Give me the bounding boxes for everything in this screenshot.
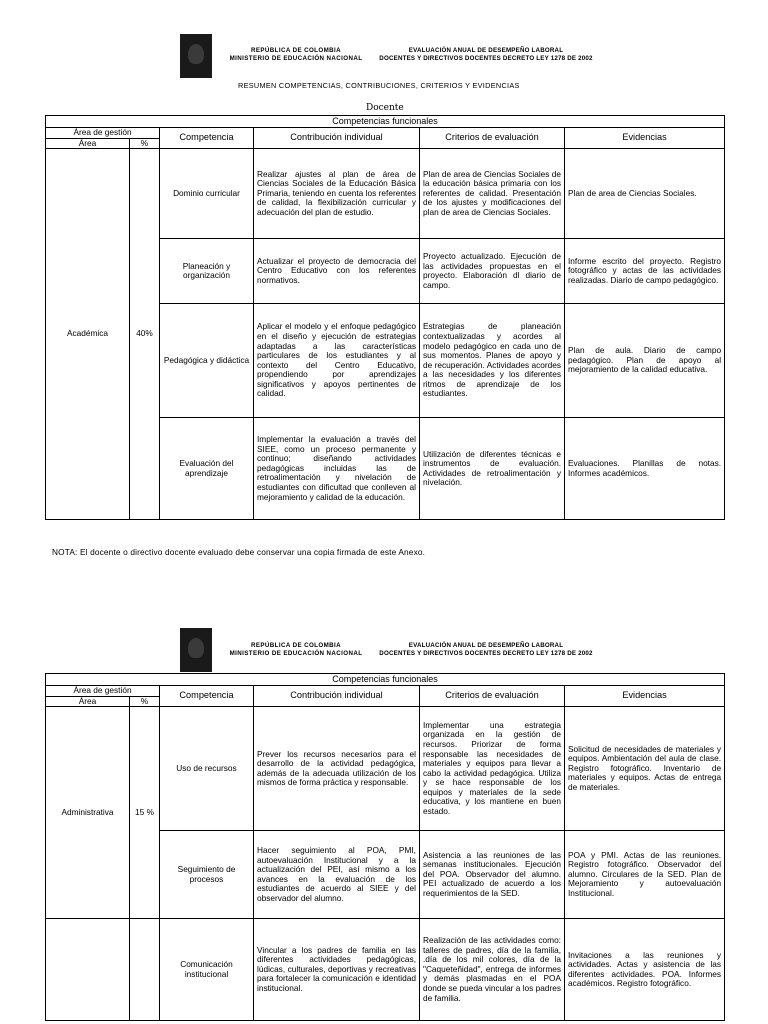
competencia-cell: Evaluación del aprendizaje: [160, 418, 254, 520]
pct-cell: 15 %: [130, 707, 160, 919]
area-cell: [46, 919, 130, 1021]
area-cell: Académica: [46, 149, 130, 520]
competencia-cell: Uso de recursos: [160, 707, 254, 831]
area-header: Área: [46, 138, 130, 149]
competencia-cell: Planeación y organización: [160, 239, 254, 304]
competencia-header: Competencia: [160, 686, 254, 707]
role-label: Docente: [366, 103, 404, 113]
pct-header: %: [130, 696, 160, 707]
contribucion-cell: Realizar ajustes al plan de área de Ciencias Sociales de la Educación Básica Primaria, teniendo en cuenta los referentes de calidad, la flexibilización curricular y adecuación del plan de estudio.: [254, 149, 420, 239]
evidencias-header: Evidencias: [565, 686, 725, 707]
contribucion-header: Contribución individual: [254, 686, 420, 707]
decree-line: DOCENTES Y DIRECTIVOS DOCENTES DECRETO LEY 1278 DE 2002: [379, 650, 593, 657]
competencies-table-page2: [45, 673, 725, 1021]
competencies-table-page1: [45, 115, 725, 520]
table-row: [46, 707, 725, 831]
criterios-cell: Realización de las actividades como: talleres de padres, día de la familia, .día de los mil colores, día de la "Caqueteñidad", entrega de informes y demás plasmadas en el POA donde se pueda vincular a los padres de familia.: [420, 919, 565, 1021]
competencia-cell: Comunicación institucional: [160, 919, 254, 1021]
evidencias-cell: Evaluaciones. Planillas de notas. Informes académicos.: [565, 418, 725, 520]
republic-line: REPÚBLICA DE COLOMBIA: [251, 642, 341, 649]
competencia-header: Competencia: [160, 128, 254, 149]
criterios-cell: Estrategias de planeación contextualizadas y acordes al modelo pedagógico en cada uno de sus momentos. Planes de apoyo y de recuperación. Actividades acordes a las necesidades y los diferentes ritmos de aprendizaje de los estudiantes.: [420, 304, 565, 418]
criterios-header: Criterios de evaluación: [420, 128, 565, 149]
contribucion-cell: Aplicar el modelo y el enfoque pedagógico en el diseño y ejecución de estrategias adaptadas a las características particulares de los estudiantes y al contexto del Centro Educativo, propendiendo por aprendizajes significativos y apoyos pertinentes de calidad.: [254, 304, 420, 418]
criterios-header: Criterios de evaluación: [420, 686, 565, 707]
annex-note: NOTA: El docente o directivo docente evaluado debe conservar una copia firmada de este Anexo.: [52, 547, 426, 557]
area-group-header: Área de gestión: [46, 128, 160, 139]
coat-of-arms-logo: [180, 628, 212, 672]
evidencias-cell: Informe escrito del proyecto. Registro fotográfico y actas de las actividades realizadas. Diario de campo pedagógico.: [565, 239, 725, 304]
evidencias-header: Evidencias: [565, 128, 725, 149]
criterios-cell: Implementar una estrategia organizada en la gestión de recursos. Priorizar de forma responsable las necesidades de materiales y equipos para llevar a cabo la actividad pedagógica. Utiliza y se hace responsable de los equipos y materiales de la sede educativa, y los mantiene en buen estado.: [420, 707, 565, 831]
ministry-line: MINISTERIO DE EDUCACIÓN NACIONAL: [229, 55, 363, 62]
table-row: [46, 149, 725, 239]
evaluation-line: EVALUACIÓN ANUAL DE DESEMPEÑO LABORAL: [408, 47, 564, 54]
contribucion-cell: Hacer seguimiento al POA, PMI, autoevaluación Institucional y a la actualización del PEI, así mismo a los avances en la evaluación de los estudiantes de acuerdo al SIEE y del observador del alumno.: [254, 831, 420, 919]
evidencias-cell: POA y PMI. Actas de las reuniones. Registro fotográfico. Observador del alumno. Circulares de la SED. Plan de Mejoramiento y autoevaluación Institucional.: [565, 831, 725, 919]
evaluation-line: EVALUACIÓN ANUAL DE DESEMPEÑO LABORAL: [408, 642, 564, 649]
table-title: Competencias funcionales: [46, 674, 725, 686]
area-header: Área: [46, 696, 130, 707]
evidencias-cell: Solicitud de necesidades de materiales y equipos. Ambientación del aula de clase. Registro fotográfico. Inventario de materiales y equipos. Actas de entrega de materiales.: [565, 707, 725, 831]
coat-of-arms-logo: [180, 34, 212, 78]
competencia-cell: Dominio curricular: [160, 149, 254, 239]
competencia-cell: Seguimiento de procesos: [160, 831, 254, 919]
criterios-cell: Plan de area de Ciencias Sociales de la educación básica primaria con los referentes de calidad. Presentación de los ajustes y modificaciones del plan de area de Ciencias Sociales.: [420, 149, 565, 239]
table-title: Competencias funcionales: [46, 116, 725, 128]
criterios-cell: Asistencia a las reuniones de las semanas institucionales. Ejecución del POA. Observador del alumno. PEI actualizado de acuerdo a los requerimientos de la SED.: [420, 831, 565, 919]
republic-label: [226, 47, 366, 63]
table-row: [46, 919, 725, 1021]
evaluation-label: [372, 642, 600, 658]
evidencias-cell: Invitaciones a las reuniones y actividades. Actas y asistencia de las diferentes actividades. POA. Informes académicos. Registro fotográfico.: [565, 919, 725, 1021]
republic-line: REPÚBLICA DE COLOMBIA: [251, 47, 341, 54]
evaluation-label: [372, 47, 600, 63]
contribucion-cell: Prever los recursos necesarios para el desarrollo de la actividad pedagógica, además de la adecuada utilización de los mismos de forma práctica y responsable.: [254, 707, 420, 831]
pct-header: %: [130, 138, 160, 149]
contribucion-cell: Vincular a los padres de familia en las diferentes actividades pedagógicas, lúdicas, culturales, deportivas y recreativas para fortalecer la comunicación e identidad institucional.: [254, 919, 420, 1021]
criterios-cell: Proyecto actualizado. Ejecución de las actividades propuestas en el proyecto. Elaboración dl diario de campo.: [420, 239, 565, 304]
criterios-cell: Utilización de diferentes técnicas e instrumentos de evaluación. Actividades de retroalimentación y nivelación.: [420, 418, 565, 520]
evidencias-cell: Plan de aula. Diario de campo pedagógico. Plan de apoyo al mejoramiento de la calidad educativa.: [565, 304, 725, 418]
ministry-line: MINISTERIO DE EDUCACIÓN NACIONAL: [229, 650, 363, 657]
competencia-cell: Pedagógica y didáctica: [160, 304, 254, 418]
area-group-header: Área de gestión: [46, 686, 160, 697]
evidencias-cell: Plan de area de Ciencias Sociales.: [565, 149, 725, 239]
pct-cell: [130, 919, 160, 1021]
contribucion-header: Contribución individual: [254, 128, 420, 149]
contribucion-cell: Implementar la evaluación a través del SIEE, como un proceso permanente y continuo; diseñando actividades pedagógicas incluidas las de retroalimentación y nivelación de estudiantes con dificultad que conlleven al mejoramiento y calidad de la educación.: [254, 418, 420, 520]
contribucion-cell: Actualizar el proyecto de democracia del Centro Educativo con los referentes normativos.: [254, 239, 420, 304]
summary-subtitle: RESUMEN COMPETENCIAS, CONTRIBUCIONES, CRITERIOS Y EVIDENCIAS: [238, 81, 520, 90]
area-cell: Administrativa: [46, 707, 130, 919]
republic-label: [226, 642, 366, 658]
decree-line: DOCENTES Y DIRECTIVOS DOCENTES DECRETO LEY 1278 DE 2002: [379, 55, 593, 62]
pct-cell: 40%: [130, 149, 160, 520]
